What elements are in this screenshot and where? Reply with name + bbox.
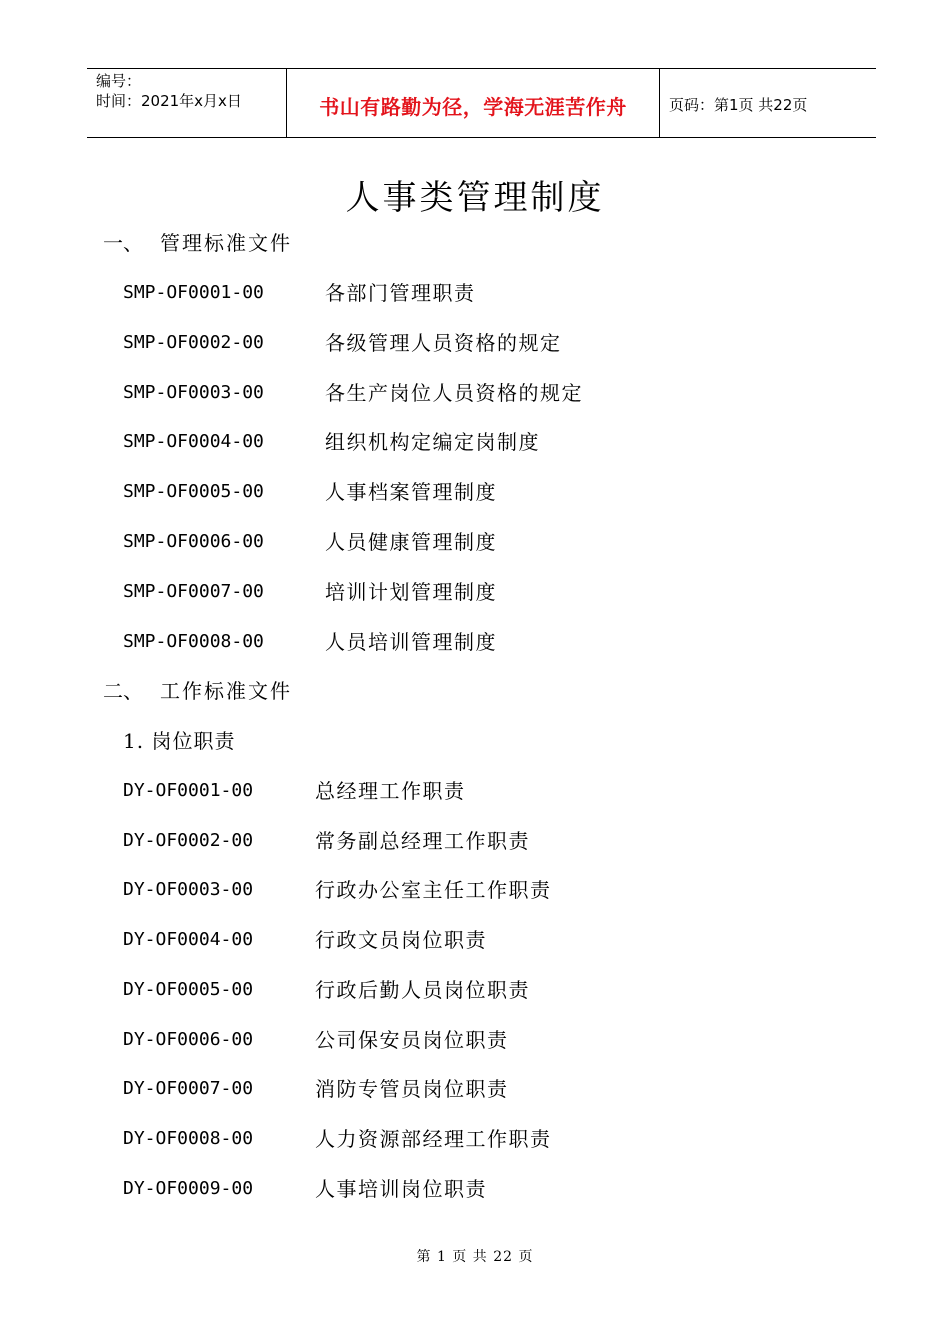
doc-code: DY-OF0001-00 <box>123 780 254 801</box>
doc-name: 行政文员岗位职责 <box>315 928 487 952</box>
doc-name: 公司保安员岗位职责 <box>315 1028 509 1052</box>
doc-name: 组织机构定编定岗制度 <box>325 430 540 454</box>
section-2-label: 工作标准文件 <box>160 679 292 703</box>
header-meta <box>87 69 287 137</box>
doc-name: 行政办公室主任工作职责 <box>315 878 552 902</box>
doc-code: SMP-OF0003-00 <box>123 382 264 403</box>
doc-name: 人事培训岗位职责 <box>315 1177 487 1201</box>
page-header <box>87 68 876 138</box>
doc-name: 人员培训管理制度 <box>325 630 497 654</box>
document-number-label: 编号： <box>96 72 142 90</box>
doc-name: 人力资源部经理工作职责 <box>315 1127 552 1151</box>
doc-name: 总经理工作职责 <box>315 779 466 803</box>
doc-code: DY-OF0008-00 <box>123 1128 254 1149</box>
doc-name: 消防专管员岗位职责 <box>315 1077 509 1101</box>
page-footer: 第 1 页 共 22 页 <box>416 1249 534 1265</box>
doc-code: DY-OF0007-00 <box>123 1078 254 1099</box>
doc-name: 各部门管理职责 <box>325 281 476 305</box>
doc-code: DY-OF0005-00 <box>123 979 254 1000</box>
doc-name: 各级管理人员资格的规定 <box>325 331 562 355</box>
doc-code: SMP-OF0005-00 <box>123 481 264 502</box>
doc-code: SMP-OF0001-00 <box>123 282 264 303</box>
document-title: 人事类管理制度 <box>345 178 605 218</box>
doc-name: 各生产岗位人员资格的规定 <box>325 381 583 405</box>
header-motto: 书山有路勤为径，学海无涯苦作舟 <box>287 69 660 137</box>
doc-code: DY-OF0006-00 <box>123 1029 254 1050</box>
section-2-number: 二、 <box>103 679 143 703</box>
document-time-label: 时间：2021年x月x日 <box>96 92 242 110</box>
doc-code: SMP-OF0008-00 <box>123 631 264 652</box>
doc-code: SMP-OF0004-00 <box>123 431 264 452</box>
doc-code: DY-OF0002-00 <box>123 830 254 851</box>
doc-code: SMP-OF0002-00 <box>123 332 264 353</box>
doc-code: DY-OF0004-00 <box>123 929 254 950</box>
section-1-number: 一、 <box>103 231 143 255</box>
doc-code: DY-OF0009-00 <box>123 1178 254 1199</box>
doc-code: SMP-OF0006-00 <box>123 531 264 552</box>
section-1-label: 管理标准文件 <box>160 231 292 255</box>
doc-name: 培训计划管理制度 <box>325 580 497 604</box>
header-page-info: 页码：第1页 共22页 <box>669 95 808 114</box>
doc-name: 常务副总经理工作职责 <box>315 829 530 853</box>
doc-code: DY-OF0003-00 <box>123 879 254 900</box>
doc-name: 行政后勤人员岗位职责 <box>315 978 530 1002</box>
doc-name: 人员健康管理制度 <box>325 530 497 554</box>
subsection-heading: 1. 岗位职责 <box>123 729 236 753</box>
doc-code: SMP-OF0007-00 <box>123 581 264 602</box>
doc-name: 人事档案管理制度 <box>325 480 497 504</box>
